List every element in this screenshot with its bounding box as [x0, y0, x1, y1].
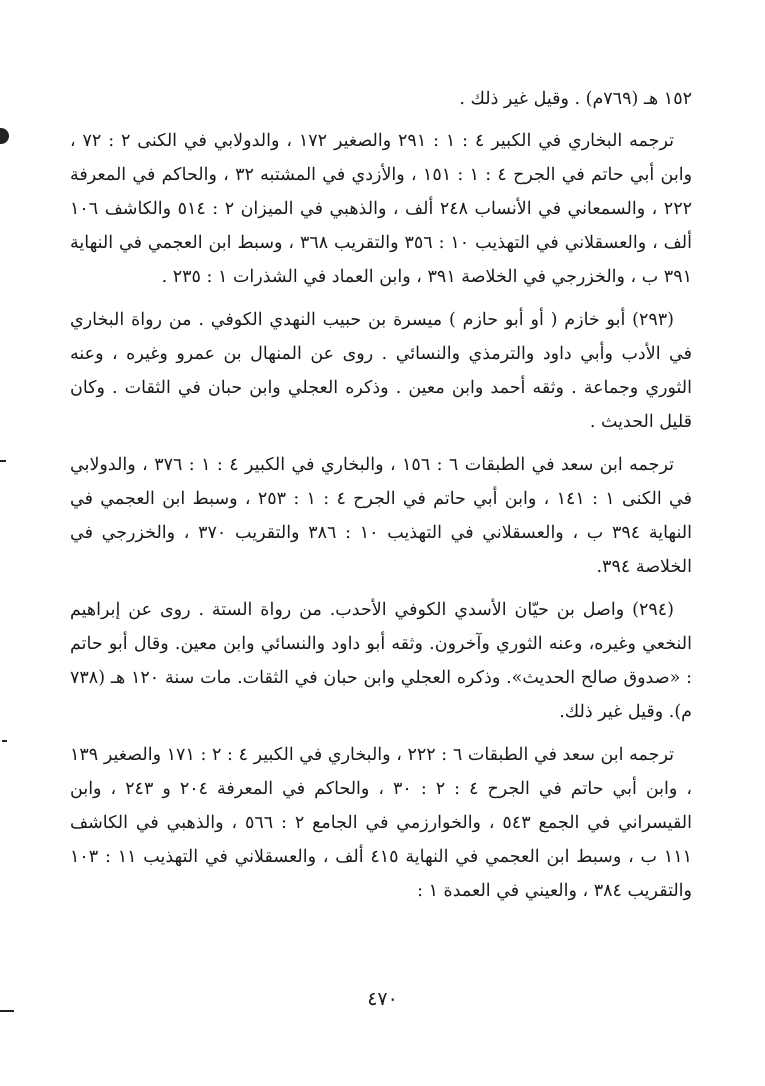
- citations-block-3: [70, 738, 692, 908]
- entry-paragraph: (٢٩٣) أبو خازم ( أو أبو حازم ) ميسرة بن حبيب النهدي الكوفي . من رواة البخاري في الأدب وأبي داود والترمذي والنسائي . روى عن المنهال بن عمرو وغيره ، وعنه الثوري وجماعة . وثقه أحمد وابن معين . وذكره العجلي وابن حبان في الثقات . وكان قليل الحديث .: [70, 310, 692, 432]
- citations-block-2: [70, 448, 692, 584]
- citations-paragraph: ترجمه ابن سعد في الطبقات ٦ : ٢٢٢ ، والبخاري في الكبير ٤ : ٢ : ١٧١ والصغير ١٣٩ ، وابن أبي حاتم في الجرح ٤ : ٢ : ٣٠ ، والحاكم في المعرفة ٢٠٤ و ٢٤٣ ، وابن القيسراني في الجمع ٥٤٣ ، والخوارزمي في الجامع ٢ : ٥٦٦ ، والذهبي في الكاشف ١١١ ب ، وسبط ابن العجمي في النهاية ٤١٥ ألف ، والعسقلاني في التهذيب ١١ : ١٠٣ والتقريب ٣٨٤ ، والعيني في العمدة ١ :: [70, 745, 693, 901]
- margin-tick: [0, 1010, 14, 1012]
- page-body: [70, 82, 692, 917]
- page-number: ٤٧٠: [367, 988, 398, 1010]
- entry-293: [70, 303, 692, 439]
- citations-paragraph: ترجمه ابن سعد في الطبقات ٦ : ١٥٦ ، والبخاري في الكبير ٤ : ١ : ٣٧٦ ، والدولابي في الكنى ١ : ١٤١ ، وابن أبي حاتم في الجرح ٤ : ١ : ٢٥٣ ، وسبط ابن العجمي في النهاية ٣٩٤ ب ، والعسقلاني في التهذيب ١٠ : ٣٨٦ والتقريب ٣٧٠ ، والخزرجي في الخلاصة ٣٩٤.: [70, 455, 692, 577]
- margin-tick: [0, 460, 6, 462]
- entry-294: [70, 593, 692, 729]
- citations-paragraph: ترجمه البخاري في الكبير ٤ : ١ : ٢٩١ والصغير ١٧٢ ، والدولابي في الكنى ٢ : ٧٢ ، وابن أبي حاتم في الجرح ٤ : ١ : ١٥١ ، والأزدي في المشتبه ٣٢ ، والحاكم في المعرفة ٢٢٢ ، والسمعاني في الأنساب ٢٤٨ ألف ، والذهبي في الميزان ٢ : ٥١٤ والكاشف ١٠٦ ألف ، والعسقلاني في التهذيب ١٠ : ٣٥٦ والتقريب ٣٦٨ ، وسبط ابن العجمي في النهاية ٣٩١ ب ، والخزرجي في الخلاصة ٣٩١ ، وابن العماد في الشذرات ١ : ٢٣٥ .: [70, 131, 693, 287]
- citations-block-1: [70, 124, 692, 294]
- continuation-line: ١٥٢ هـ (٧٦٩م) . وقيل غير ذلك .: [459, 89, 692, 109]
- margin-tick: [2, 740, 7, 742]
- binding-mark: [0, 128, 9, 144]
- entry-paragraph: (٢٩٤) واصل بن حيّان الأسدي الكوفي الأحدب. من رواة الستة . روى عن إبراهيم النخعي وغيره، وعنه الثوري وآخرون. وثقه أبو داود والنسائي وابن معين. وقال أبو حاتم : «صدوق صالح الحديث». وذكره العجلي وابن حبان في الثقات. مات سنة ١٢٠ هـ (٧٣٨ م). وقيل غير ذلك.: [70, 600, 693, 722]
